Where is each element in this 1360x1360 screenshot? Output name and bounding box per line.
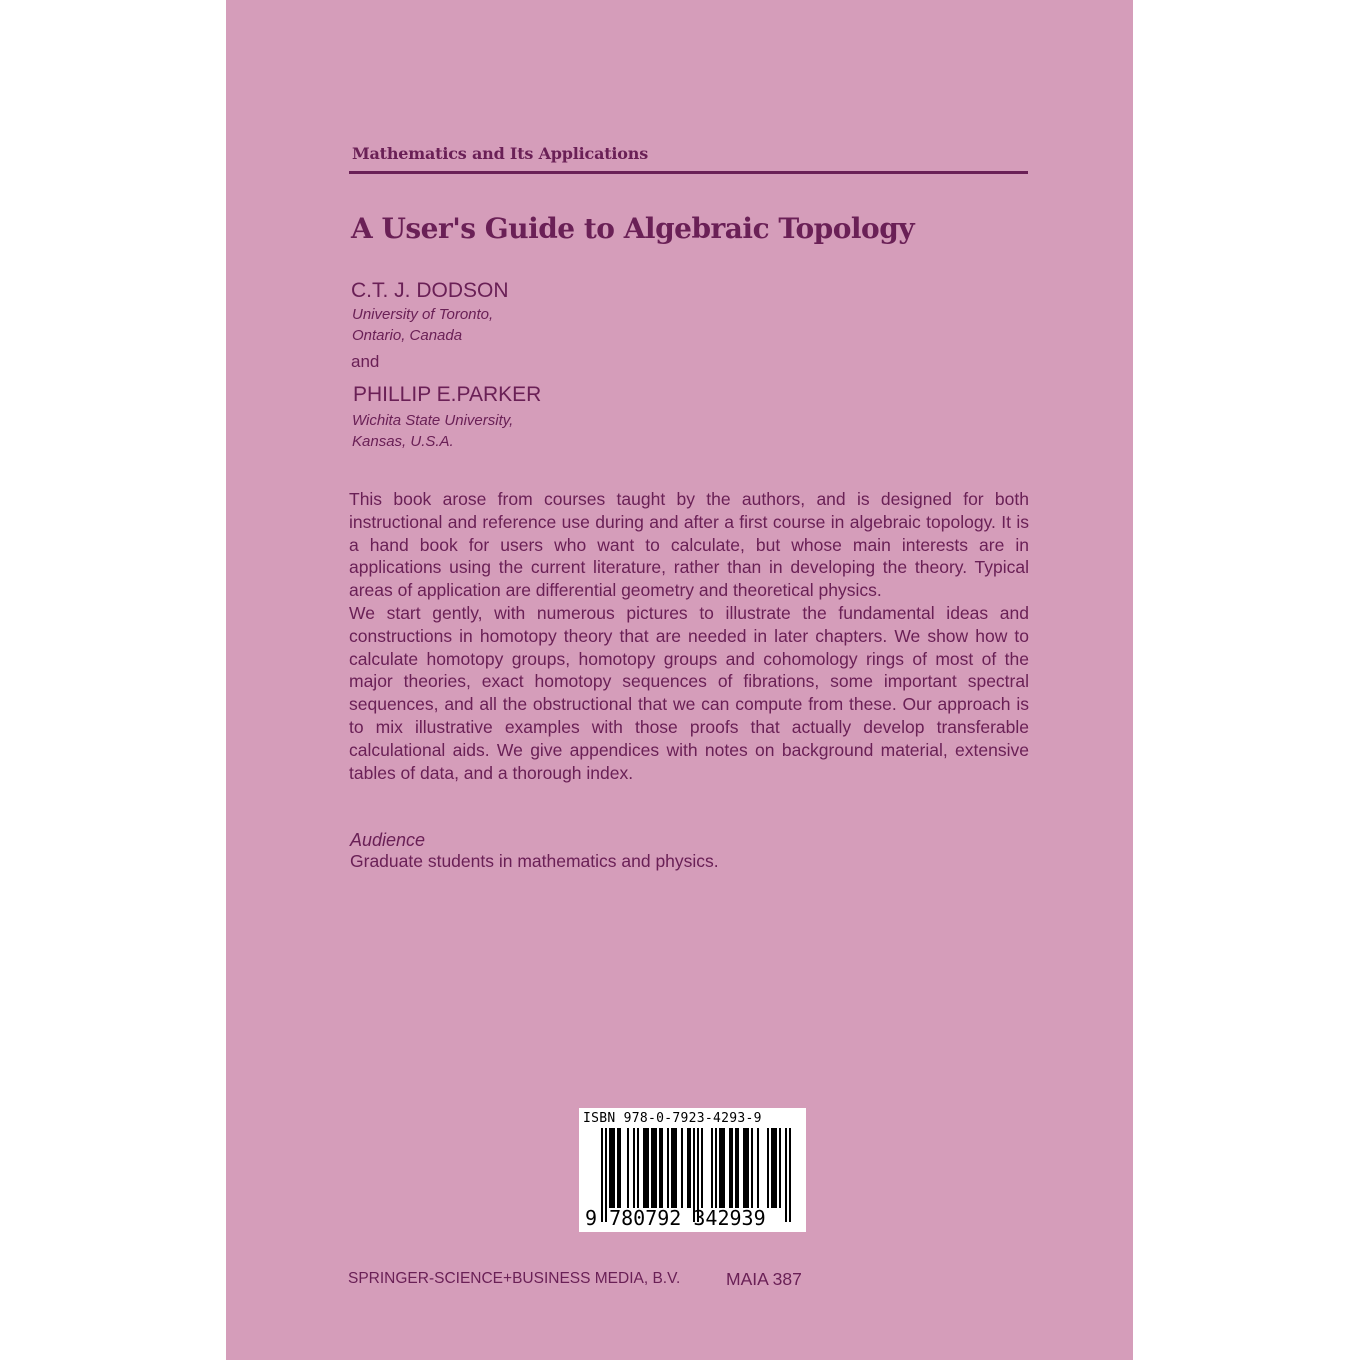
description-paragraph-1: This book arose from courses taught by the authors, and is designed for both instructional and reference use during and after a first course in algebraic topology. It is a hand book for users who want to calculate, but whose main interests are in applications using the current literature, rather than in developing the theory. Typical areas of application are differential geometry and theoretical physics. [349, 489, 1029, 601]
barcode-bar [673, 1128, 675, 1208]
barcode-bar [745, 1128, 747, 1208]
audience-text: Graduate students in mathematics and physics. [350, 851, 719, 871]
affiliation-line: Ontario, Canada [352, 327, 463, 344]
barcode-bar [743, 1128, 745, 1208]
barcode-bar [773, 1128, 775, 1208]
author-affiliation-1 [352, 304, 493, 346]
barcode-bar [687, 1128, 689, 1208]
barcode-bar [735, 1128, 737, 1208]
author-name-2: PHILLIP E.PARKER [353, 383, 542, 406]
publisher-name: SPRINGER-SCIENCE+BUSINESS MEDIA, B.V. [348, 1270, 681, 1287]
barcode-bar [723, 1128, 725, 1208]
author-affiliation-2 [352, 410, 513, 452]
isbn-label: ISBN 978-0-7923-4293-9 [583, 1111, 762, 1126]
barcode-bar [715, 1128, 717, 1208]
barcode-bar [661, 1128, 663, 1208]
barcode-bar [637, 1128, 639, 1208]
barcode-bar [771, 1128, 773, 1208]
barcode-bar [653, 1128, 655, 1208]
series-number: MAIA 387 [726, 1269, 802, 1289]
barcode-bar [731, 1128, 733, 1208]
barcode-bar [655, 1128, 657, 1208]
barcode-bar [729, 1128, 731, 1208]
barcode-bar [633, 1128, 635, 1208]
barcode-bar [617, 1128, 619, 1208]
barcode-bar [719, 1128, 721, 1208]
barcode-bar [767, 1128, 769, 1208]
barcode-bar [643, 1128, 645, 1208]
barcode-bar [785, 1128, 787, 1222]
series-rule [349, 171, 1028, 174]
barcode-bar [645, 1128, 647, 1208]
barcode-bar [721, 1128, 723, 1208]
affiliation-line: Wichita State University, [352, 412, 514, 429]
barcode-bar [627, 1128, 629, 1208]
barcode-bar [757, 1128, 759, 1208]
barcode-bar [671, 1128, 673, 1208]
barcode-bar [613, 1128, 615, 1208]
author-name-1: C.T. J. DODSON [351, 279, 509, 302]
barcode-bar [737, 1128, 739, 1208]
audience-heading: Audience [350, 830, 426, 850]
and-connector: and [351, 352, 380, 371]
barcode-bar [675, 1128, 677, 1208]
barcode-bar [775, 1128, 777, 1208]
barcode-bar [779, 1128, 781, 1208]
barcode-bar [619, 1128, 621, 1208]
barcode-bar [681, 1128, 683, 1208]
barcode-bar [701, 1128, 703, 1208]
description-paragraph-2: We start gently, with numerous pictures to illustrate the fundamental ideas and constructions in homotopy theory that are needed in later chapters. We show how to calculate homotopy groups, homotopy groups and cohomology rings of most of the major theories, exact homotopy sequences of fibrations, some important spectral sequences, and all the obstructional that we can compute from these. Our approach is to mix illustrative examples with those proofs that actually develop transferable calculational aids. We give appendices with notes on background material, extensive tables of data, and a thorough index. [349, 602, 1029, 783]
barcode-bar [659, 1128, 661, 1208]
isbn-barcode [579, 1108, 806, 1232]
barcode-bar [611, 1128, 613, 1208]
barcode-bar [789, 1128, 791, 1222]
barcode-bar [747, 1128, 749, 1208]
barcode-bar [751, 1128, 753, 1208]
barcode-bar [651, 1128, 653, 1208]
book-description [349, 488, 1029, 784]
barcode-bar [689, 1128, 691, 1208]
barcode-bar [647, 1128, 649, 1208]
series-name: Mathematics and Its Applications [352, 144, 649, 163]
barcode-bar [667, 1128, 669, 1208]
ean-digits: 9 780792 342939 [585, 1206, 766, 1230]
barcode-bar [609, 1128, 611, 1208]
barcode-bar [711, 1128, 713, 1208]
book-title: A User's Guide to Algebraic Topology [351, 212, 915, 245]
affiliation-line: University of Toronto, [352, 306, 494, 323]
affiliation-line: Kansas, U.S.A. [352, 433, 454, 450]
